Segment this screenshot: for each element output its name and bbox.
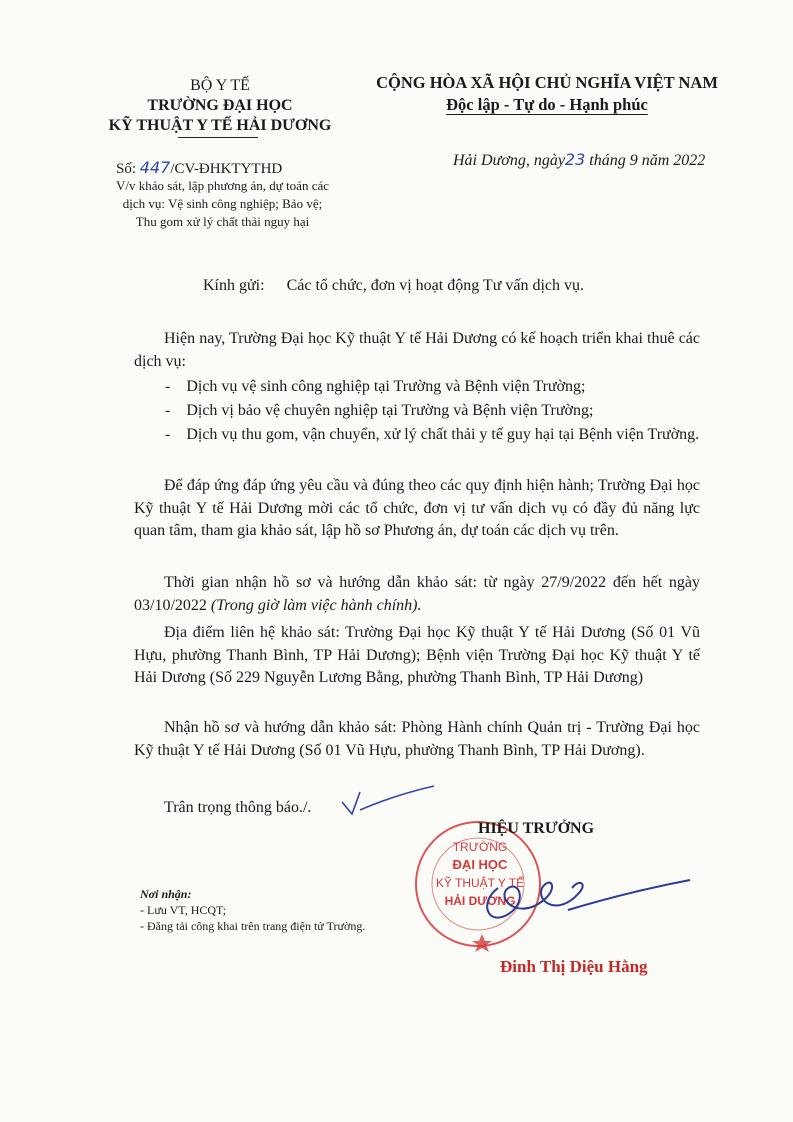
- issue-date: [453, 150, 705, 170]
- subject-block: [80, 177, 365, 231]
- time-note: (Trong giờ làm việc hành chính).: [210, 596, 422, 614]
- issuer-block: [80, 76, 360, 136]
- salutation: [203, 277, 584, 295]
- number-suffix: /CV-ĐHKTYTHD: [170, 161, 283, 177]
- ministry-name: BỘ Y TẾ: [190, 77, 250, 94]
- signatory-name: Đinh Thị Diệu Hằng: [500, 957, 648, 976]
- list-item: - Dịch vụ thu gom, vận chuyển, xử lý chất thải y tế guy hại tại Bệnh viện Trường.: [165, 426, 700, 443]
- seal-line: HẢI DƯƠNG: [444, 894, 516, 908]
- motto: Độc lập - Tự do - Hạnh phúc: [446, 95, 648, 114]
- subject-line: V/v khảo sát, lập phương án, dự toán các: [115, 178, 330, 193]
- number-prefix: Số:: [116, 161, 137, 177]
- number-handwritten: 447: [139, 158, 171, 177]
- salutation-label: Kính gửi:: [203, 277, 265, 294]
- issuer-divider: [178, 137, 258, 138]
- list-item: - Dịch vụ vệ sinh công nghiệp tại Trường và Bệnh viện Trường;: [165, 378, 586, 395]
- subject-line: dịch vụ: Vệ sinh công nghiệp; Bảo vệ;: [122, 196, 323, 211]
- salutation-recipient: Các tổ chức, đơn vị hoạt động Tư vấn dịch vụ.: [286, 277, 585, 294]
- date-day-handwritten: 23: [564, 150, 586, 169]
- list-item-text: Dịch vụ thu gom, vận chuyển, xử lý chất thải y tế guy hại tại Bệnh viện Trường.: [186, 426, 700, 443]
- document-number: [116, 158, 282, 178]
- nation-title: CỘNG HÒA XÃ HỘI CHỦ NGHĨA VIỆT NAM: [376, 73, 718, 92]
- contact-paragraph: Nhận hồ sơ và hướng dẫn khảo sát: Phòng Hành chính Quản trị - Trường Đại học Kỹ thuật Y tế Hải Dương (Số 01 Vũ Hựu, phường Thanh Bình, TP Hải Dương).: [134, 719, 700, 759]
- location-paragraph: Địa điểm liên hệ khảo sát: Trường Đại học Kỹ thuật Y tế Hải Dương (Số 01 Vũ Hựu, phường Thanh Bình, TP Hải Dương); Bệnh viện Trường Đại học Kỹ thuật Y tế Hải Dương (Số 229 Nguyễn Lương Bằng, phường Thanh Bình, TP Hải Dương): [134, 624, 700, 686]
- seal-line: TRƯỜNG: [452, 840, 508, 854]
- recipient-item: - Đăng tải công khai trên trang điện tử Trường.: [140, 919, 366, 933]
- list-item-text: Dịch vị bảo vệ chuyên nghiệp tại Trường và Bệnh viện Trường;: [186, 402, 594, 419]
- recipients-title: Nơi nhận:: [140, 887, 192, 901]
- list-item-text: Dịch vụ vệ sinh công nghiệp tại Trường và Bệnh viện Trường;: [186, 378, 586, 395]
- invite-paragraph: Để đáp ứng đáp ứng yêu cầu và đúng theo các quy định hiện hành; Trường Đại học Kỹ thuật Y tế Hải Dương mời các tổ chức, đơn vị tư vấn dịch vụ có đầy đủ năng lực quan tâm, tham gia khảo sát, lập hồ sơ Phương án, dự toán các dịch vụ trên.: [134, 477, 700, 539]
- school-name-line2: KỸ THUẬT Y TẾ HẢI DƯƠNG: [108, 117, 332, 134]
- time-text: Thời gian nhận hồ sơ và hướng dẫn khảo sát: từ ngày 27/9/2022 đến hết ngày 03/10/2022: [134, 574, 700, 614]
- signatory-title: HIỆU TRƯỞNG: [478, 820, 595, 837]
- closing-text: Trân trọng thông báo./.: [164, 799, 312, 816]
- nation-block: [352, 72, 742, 116]
- handwritten-signature: [468, 858, 698, 938]
- date-suffix: tháng 9 năm 2022: [585, 152, 706, 169]
- subject-line: Thu gom xử lý chất thải nguy hại: [135, 214, 310, 229]
- date-prefix: Hải Dương, ngày: [453, 152, 565, 169]
- list-item: - Dịch vị bảo vệ chuyên nghiệp tại Trường và Bệnh viện Trường;: [165, 402, 594, 419]
- seal-line: KỸ THUẬT Y TẾ: [435, 876, 525, 890]
- recipients-block: [140, 886, 365, 934]
- recipient-item: - Lưu VT, HCQT;: [140, 903, 227, 917]
- time-paragraph: [134, 572, 700, 617]
- seal-line: ĐẠI HỌC: [452, 857, 508, 872]
- intro-paragraph: Hiện nay, Trường Đại học Kỹ thuật Y tế Hải Dương có kế hoạch triển khai thuê các dịch vụ:: [134, 330, 700, 370]
- school-name-line1: TRƯỜNG ĐẠI HỌC: [147, 97, 293, 114]
